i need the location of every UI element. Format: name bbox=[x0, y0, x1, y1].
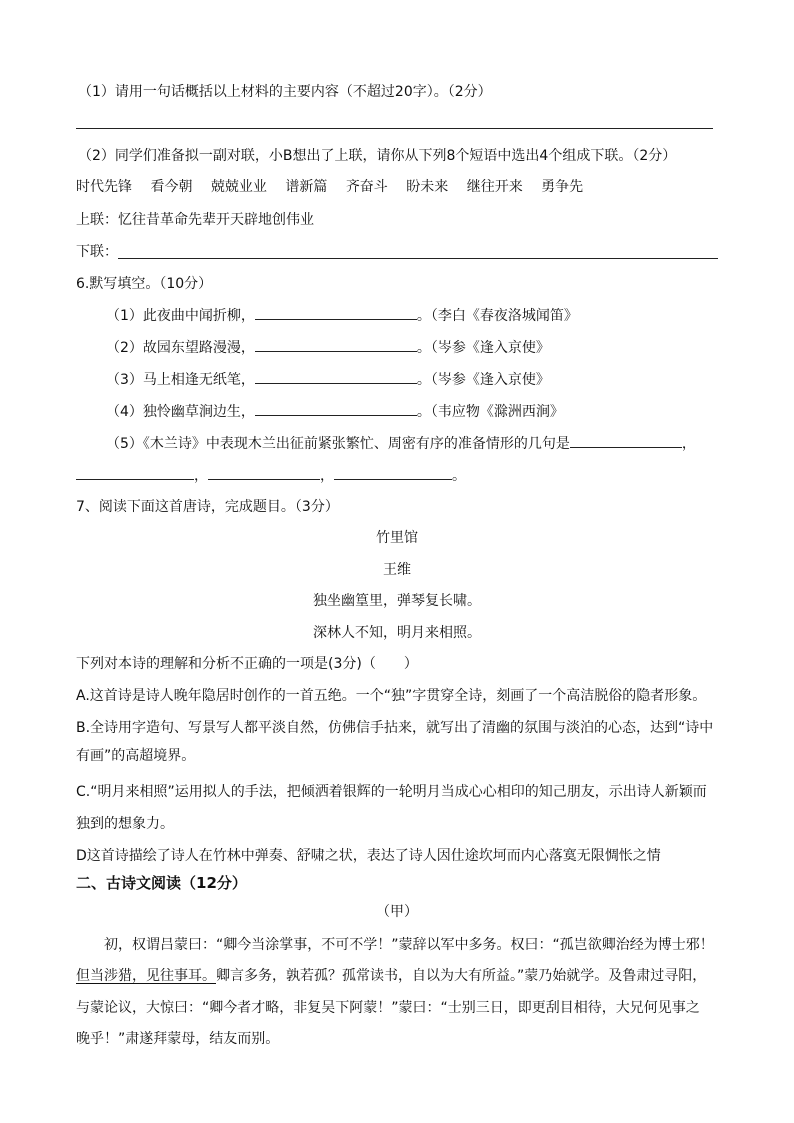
fill-blank[interactable] bbox=[255, 401, 417, 416]
poem-author: 王维 bbox=[383, 562, 411, 578]
passage-line-3: 与蒙论议，大惊曰：“卿今者才略，非复吴下阿蒙！”蒙曰：“士别三日，即更刮目相待，大兄何见事之 bbox=[76, 1000, 700, 1016]
q7-question: 下列对本诗的理解和分析不正确的一项是(3分)（ ） bbox=[76, 656, 418, 672]
q5-phrase-list bbox=[76, 177, 583, 197]
section-heading: 二、古诗文阅读（12分） bbox=[76, 874, 247, 892]
q6-item-source: 。（李白《春夜洛城闻笛》 bbox=[416, 308, 578, 324]
q6-item-text: （4）独怜幽草涧边生， bbox=[106, 404, 255, 420]
q6-item-text: （5）《木兰诗》中表现木兰出征前紧张繁忙、周密有序的准备情形的几句是 bbox=[106, 436, 570, 452]
q6-item-1 bbox=[106, 305, 578, 326]
option-b-cont: 有画”的高超境界。 bbox=[76, 748, 196, 764]
fill-blank[interactable] bbox=[208, 465, 320, 480]
underlined-sentence: 但当涉猎，见往事耳。 bbox=[76, 968, 216, 984]
q6-item-2 bbox=[106, 337, 550, 358]
phrase-item: 兢兢业业 bbox=[210, 179, 267, 195]
upper-couplet-text: 忆往昔革命先辈开天辟地创伟业 bbox=[118, 212, 314, 228]
q6-title: 6.默写填空。（10分） bbox=[76, 276, 213, 292]
passage-line-4: 晚乎！”肃遂拜蒙母，结友而别。 bbox=[76, 1031, 280, 1047]
fill-blank[interactable] bbox=[76, 465, 194, 480]
poem-title: 竹里馆 bbox=[376, 530, 418, 546]
poem-line-2: 深林人不知，明月来相照。 bbox=[313, 625, 481, 641]
passage-line-1: 初，权谓吕蒙曰：“卿今当涂掌事，不可不学！”蒙辞以军中多务。权曰：“孤岂欲卿治经为博士邪！ bbox=[104, 937, 714, 953]
option-d[interactable]: D这首诗描绘了诗人在竹林中弹奏、舒啸之状，表达了诗人因仕途坎坷而内心落寞无限惆怅之情 bbox=[76, 848, 661, 864]
phrase-item: 谱新篇 bbox=[285, 179, 328, 195]
poem-line-1: 独坐幽篁里，弹琴复长啸。 bbox=[313, 593, 481, 609]
q5-sub1-answer-line[interactable] bbox=[76, 128, 713, 129]
lower-couplet-answer-line[interactable] bbox=[118, 258, 718, 259]
fill-blank[interactable] bbox=[255, 369, 417, 384]
q6-item-text: （1）此夜曲中闻折柳， bbox=[106, 308, 255, 324]
q6-item-5 bbox=[106, 433, 696, 454]
q6-item-text: （3）马上相逢无纸笔， bbox=[106, 372, 255, 388]
punctuation: 。 bbox=[452, 468, 466, 484]
option-c-cont: 独到的想象力。 bbox=[76, 816, 174, 832]
q6-item-5-cont bbox=[76, 465, 466, 486]
option-a[interactable]: A.这首诗是诗人晚年隐居时创作的一首五绝。一个“独”字贯穿全诗，刻画了一个高洁脱俗的隐者形象。 bbox=[76, 688, 707, 704]
upper-couplet bbox=[76, 210, 314, 230]
fill-blank[interactable] bbox=[255, 337, 417, 352]
q5-sub2: （2）同学们准备拟一副对联，小B想出了上联，请你从下列8个短语中选出4个组成下联。（2分） bbox=[78, 148, 677, 164]
phrase-item: 盼未来 bbox=[406, 179, 449, 195]
punctuation: ， bbox=[194, 468, 208, 484]
q6-item-source: 。（韦应物《滁洲西涧》 bbox=[416, 404, 564, 420]
phrase-item: 继往开来 bbox=[466, 179, 523, 195]
phrase-item: 齐奋斗 bbox=[345, 179, 388, 195]
passage-part-label: （甲） bbox=[376, 904, 418, 920]
punctuation: ， bbox=[681, 436, 696, 452]
fill-blank[interactable] bbox=[255, 305, 417, 320]
q6-item-source: 。（岑参《逢入京使》 bbox=[416, 372, 550, 388]
phrase-item: 时代先锋 bbox=[76, 179, 132, 195]
fill-blank[interactable] bbox=[334, 465, 452, 480]
option-c[interactable]: C.“明月来相照”运用拟人的手法，把倾洒着银辉的一轮明月当成心心相印的知己朋友，示出诗人新颖而 bbox=[76, 784, 707, 800]
upper-couplet-label: 上联： bbox=[76, 212, 118, 228]
lower-couplet-label: 下联： bbox=[76, 244, 118, 260]
q6-item-source: 。（岑参《逢入京使》 bbox=[416, 340, 550, 356]
option-b[interactable]: B.全诗用字造句、写景写人都平淡自然，仿佛信手拈来，就写出了清幽的氛围与淡泊的心态，达到“诗中 bbox=[76, 720, 714, 736]
q5-sub1: （1）请用一句话概括以上材料的主要内容（不超过20字）。（2分） bbox=[78, 84, 492, 100]
punctuation: ， bbox=[320, 468, 334, 484]
fill-blank[interactable] bbox=[570, 433, 682, 448]
q6-item-4 bbox=[106, 401, 564, 422]
passage-text: 卿言多务，孰若孤？孤常读书，自以为大有所益。”蒙乃始就学。及鲁肃过寻阳， bbox=[216, 968, 707, 984]
phrase-item: 看今朝 bbox=[150, 179, 193, 195]
phrase-item: 勇争先 bbox=[541, 179, 584, 195]
passage-line-2 bbox=[76, 966, 706, 986]
q6-item-3 bbox=[106, 369, 550, 390]
q6-item-text: （2）故园东望路漫漫， bbox=[106, 340, 255, 356]
q7-title: 7、阅读下面这首唐诗，完成题目。（3分） bbox=[76, 499, 339, 515]
